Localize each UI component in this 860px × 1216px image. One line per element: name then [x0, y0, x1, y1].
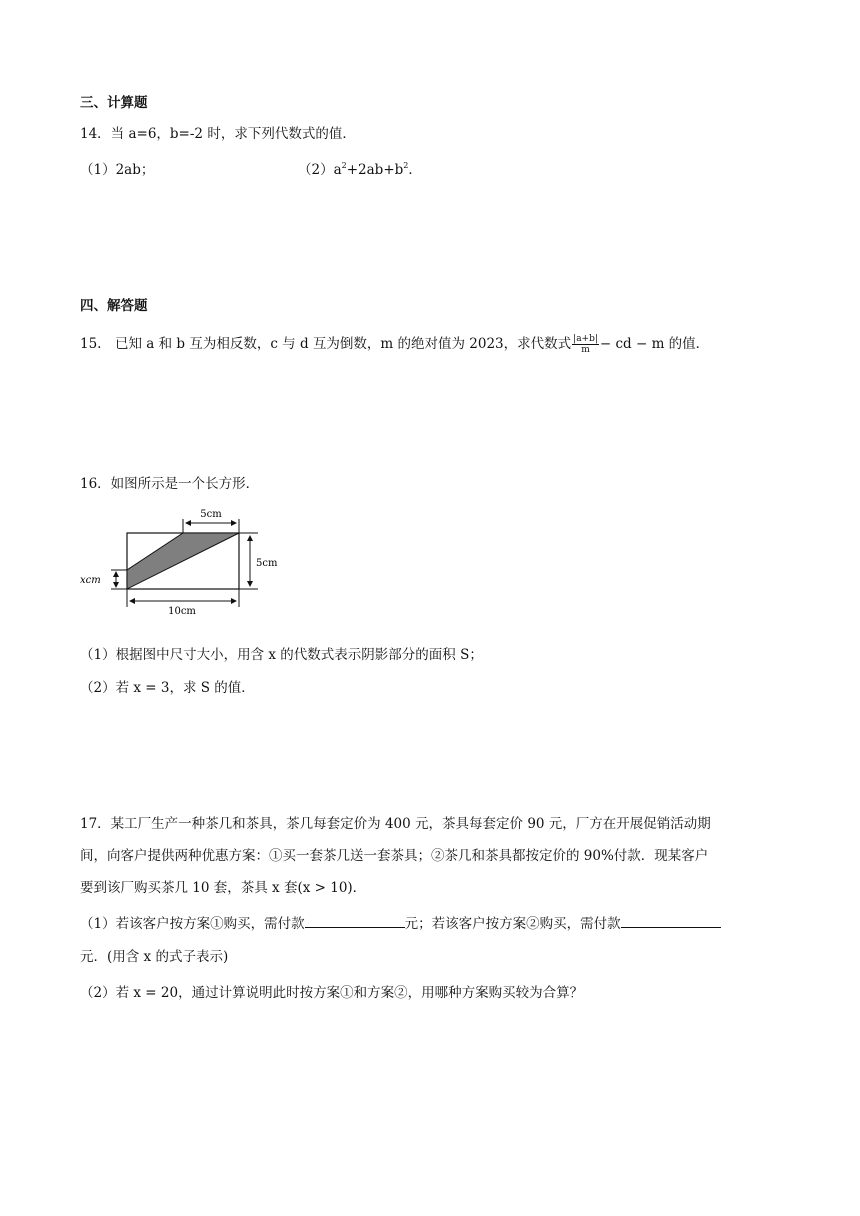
- question-14-stem: 14．当 a=6，b=-2 时，求下列代数式的值．: [80, 126, 356, 142]
- question-17-line-1: 17．某工厂生产一种茶几和茶具，茶几每套定价为 400 元，茶具每套定价 90 元，厂方在开展促销活动期: [80, 816, 711, 832]
- question-16-part-2: （2）若 x = 3，求 S 的值．: [80, 680, 255, 696]
- answer-blank-plan-1[interactable]: [305, 914, 405, 928]
- question-17-line-3: 要到该厂购买茶几 10 套，茶具 x 套(x > 10)．: [80, 880, 367, 896]
- rectangle-figure: [78, 505, 288, 615]
- top-dimension-label: 5cm: [200, 509, 222, 520]
- question-16-part-1: （1）根据图中尺寸大小，用含 x 的代数式表示阴影部分的面积 S；: [80, 647, 483, 663]
- question-17-line-2: 间，向客户提供两种优惠方案：①买一套茶几送一套茶具；②茶几和茶具都按定价的 90%付款．现某客户: [80, 848, 709, 864]
- section-title-answers: 四、解答题: [80, 298, 148, 314]
- question-14-part-2: $(2)a^2+2ab+b^2$．: [298, 161, 422, 178]
- question-16-stem: 16．如图所示是一个长方形．: [80, 476, 260, 492]
- question-17-part-2: （2）若 x = 20，通过计算说明此时按方案①和方案②，用哪种方案购买较为合算？: [80, 985, 584, 1001]
- bottom-dimension-label: 10cm: [168, 606, 196, 615]
- right-dimension-label: 5cm: [256, 558, 278, 569]
- fraction-expression: $\frac{|a+b|}{m}$: [573, 334, 598, 355]
- question-14-part-1: （1）2ab；: [80, 162, 155, 178]
- shaded-region: [127, 533, 239, 589]
- section-title-calculation: 三、计算题: [80, 95, 148, 111]
- question-17-part-1-continued: 元．(用含 x 的式子表示): [80, 949, 229, 965]
- question-17-part-1: （1）若该客户按方案①购买，需付款 元；若该客户按方案②购买，需付款: [80, 912, 721, 932]
- question-15: 15. 已知 a 和 b 互为相反数，c 与 d 互为倒数，m 的绝对值为 2023，求代数式 $\frac{|a+b|}{m}$ − cd − m 的值．: [80, 334, 710, 355]
- left-dimension-label: xcm: [80, 575, 101, 586]
- answer-blank-plan-2[interactable]: [621, 914, 721, 928]
